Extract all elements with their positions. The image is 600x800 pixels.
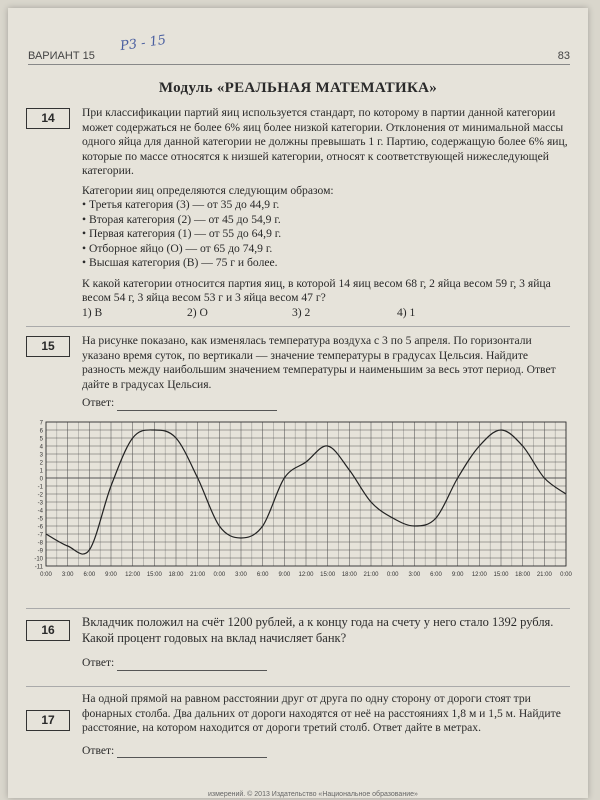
x-tick-label: 6:00 <box>256 572 269 578</box>
y-tick-label: -4 <box>37 508 43 515</box>
task-number: 14 <box>26 108 70 129</box>
x-tick-label: 21:00 <box>536 572 552 578</box>
x-tick-label: 0:00 <box>560 572 572 578</box>
y-tick-label: 2 <box>39 460 43 467</box>
category-item: • Вторая категория (2) — от 45 до 54,9 г. <box>82 212 281 226</box>
x-tick-label: 9:00 <box>105 572 117 578</box>
y-tick-label: 4 <box>39 444 43 451</box>
y-tick-label: -11 <box>34 564 43 571</box>
answer-row <box>82 656 570 671</box>
categories-list <box>82 184 570 271</box>
task-16 <box>26 614 570 671</box>
handwritten-note: Р3 - 15 <box>119 32 168 55</box>
category-item: • Первая категория (1) — от 55 до 64,9 г. <box>82 227 282 240</box>
x-tick-label: 15:00 <box>493 572 509 578</box>
variant-label: ВАРИАНТ 15 <box>28 50 95 62</box>
y-tick-label: 0 <box>39 476 43 483</box>
y-tick-label: 7 <box>39 420 43 427</box>
x-tick-label: 3:00 <box>235 572 247 578</box>
task-14 <box>26 106 570 320</box>
temperature-chart <box>24 416 572 588</box>
y-tick-label: 6 <box>39 428 43 435</box>
categories-intro: Категории яиц определяются следующим образом: <box>82 183 334 197</box>
category-item: • Высшая категория (В) — 75 г и более. <box>82 256 278 269</box>
answer-field[interactable] <box>117 670 267 671</box>
x-tick-label: 12:00 <box>298 572 314 578</box>
task-number: 17 <box>26 710 70 731</box>
task-number: 15 <box>26 336 70 357</box>
x-tick-label: 3:00 <box>61 572 74 578</box>
category-item: • Отборное яйцо (О) — от 65 до 74,9 г. <box>82 241 273 255</box>
answer-field[interactable] <box>117 757 267 758</box>
page-number: 83 <box>557 50 570 62</box>
y-tick-label: -9 <box>37 548 43 555</box>
y-tick-label: -2 <box>37 492 43 499</box>
task-text: На рисунке показано, как изменялась температура воздуха с 3 по 5 апреля. По горизонтали указано время суток, по вертикали — значение температуры в градусах Цельсия. Найдите разность между наибольшим значением температуры и наименьшим за весь этот период. Ответ дайте в градусах Цельсия. <box>82 334 556 391</box>
answer-label: Ответ: <box>82 743 115 757</box>
x-tick-label: 6:00 <box>430 572 442 578</box>
y-tick-label: -5 <box>37 516 43 523</box>
x-tick-label: 18:00 <box>168 572 184 578</box>
x-tick-label: 21:00 <box>190 572 206 578</box>
y-tick-label: -3 <box>37 500 43 507</box>
task-17 <box>26 692 570 758</box>
answer-row <box>82 744 570 759</box>
answer-label: Ответ: <box>82 396 115 409</box>
y-tick-label: 3 <box>39 452 43 459</box>
option-1[interactable]: 1) В <box>82 305 103 319</box>
x-tick-label: 0:00 <box>213 572 226 578</box>
divider <box>26 686 570 687</box>
x-tick-label: 18:00 <box>515 572 531 578</box>
task-text: При классификации партий яиц используется стандарт, по которому в партии данной категории может содержаться не более 6% яиц более низкой категории. Отклонения от минимальной массы одного яйца для данной категории не должны превышать 1 г. Партию, содержащую более 6% яиц, которые по массе относятся к низшей категории, относят к соответствующей нижеследующей категории. <box>82 106 568 177</box>
y-tick-label: 5 <box>39 436 43 443</box>
answer-field[interactable] <box>117 410 277 411</box>
answer-row <box>82 396 570 411</box>
y-tick-label: 1 <box>39 468 43 475</box>
x-tick-label: 9:00 <box>451 572 464 578</box>
x-tick-label: 12:00 <box>125 572 141 578</box>
task-number: 16 <box>26 620 70 641</box>
footer-copyright: измерений. © 2013 Издательство «Национальное образование» <box>208 791 418 798</box>
y-tick-label: -1 <box>37 484 43 491</box>
x-tick-label: 12:00 <box>471 572 487 578</box>
x-tick-label: 3:00 <box>408 572 421 578</box>
exam-page <box>8 8 588 798</box>
answer-options <box>82 306 570 321</box>
option-2[interactable]: 2) О <box>187 305 208 319</box>
x-tick-label: 18:00 <box>341 572 357 578</box>
option-3[interactable]: 3) 2 <box>292 305 311 319</box>
y-tick-label: -6 <box>37 524 43 531</box>
divider <box>26 608 570 609</box>
option-4[interactable]: 4) 1 <box>397 305 416 319</box>
x-tick-label: 15:00 <box>320 572 336 578</box>
task-question: К какой категории относится партия яиц, в которой 14 яиц весом 68 г, 2 яйца весом 59 г, 3 яйца весом 54 г, 3 яйца весом 53 г и 3 яйца весом 47 г? <box>82 276 551 304</box>
x-tick-label: 9:00 <box>278 572 291 578</box>
y-tick-label: -7 <box>37 532 43 539</box>
page-header <box>28 50 570 65</box>
answer-label: Ответ: <box>82 656 115 669</box>
y-tick-label: -10 <box>34 556 43 563</box>
x-tick-label: 21:00 <box>363 572 379 578</box>
divider <box>26 326 570 327</box>
module-title: Модуль «РЕАЛЬНАЯ МАТЕМАТИКА» <box>158 80 438 96</box>
task-text: На одной прямой на равном расстоянии друг от друга по одну сторону от дороги стоят три фонарных столба. Два дальних от дороги находятся от неё на расстояниях 1,8 м и 1,5 м. Найдите расстояние, на котором находится от дороги третий столб. Ответ дайте в метрах. <box>82 692 561 734</box>
task-15 <box>26 334 570 411</box>
task-text: Вкладчик положил на счёт 1200 рублей, а к концу года на счету у него стало 1392 рубля. Какой процент годовых на вклад начисляет банк? <box>82 615 554 645</box>
x-tick-label: 0:00 <box>386 572 399 578</box>
y-tick-label: -8 <box>37 540 43 547</box>
x-tick-label: 0:00 <box>40 572 52 578</box>
category-item: • Третья категория (3) — от 35 до 44,9 г. <box>82 198 280 211</box>
x-tick-label: 15:00 <box>146 572 162 578</box>
x-tick-label: 6:00 <box>83 572 96 578</box>
